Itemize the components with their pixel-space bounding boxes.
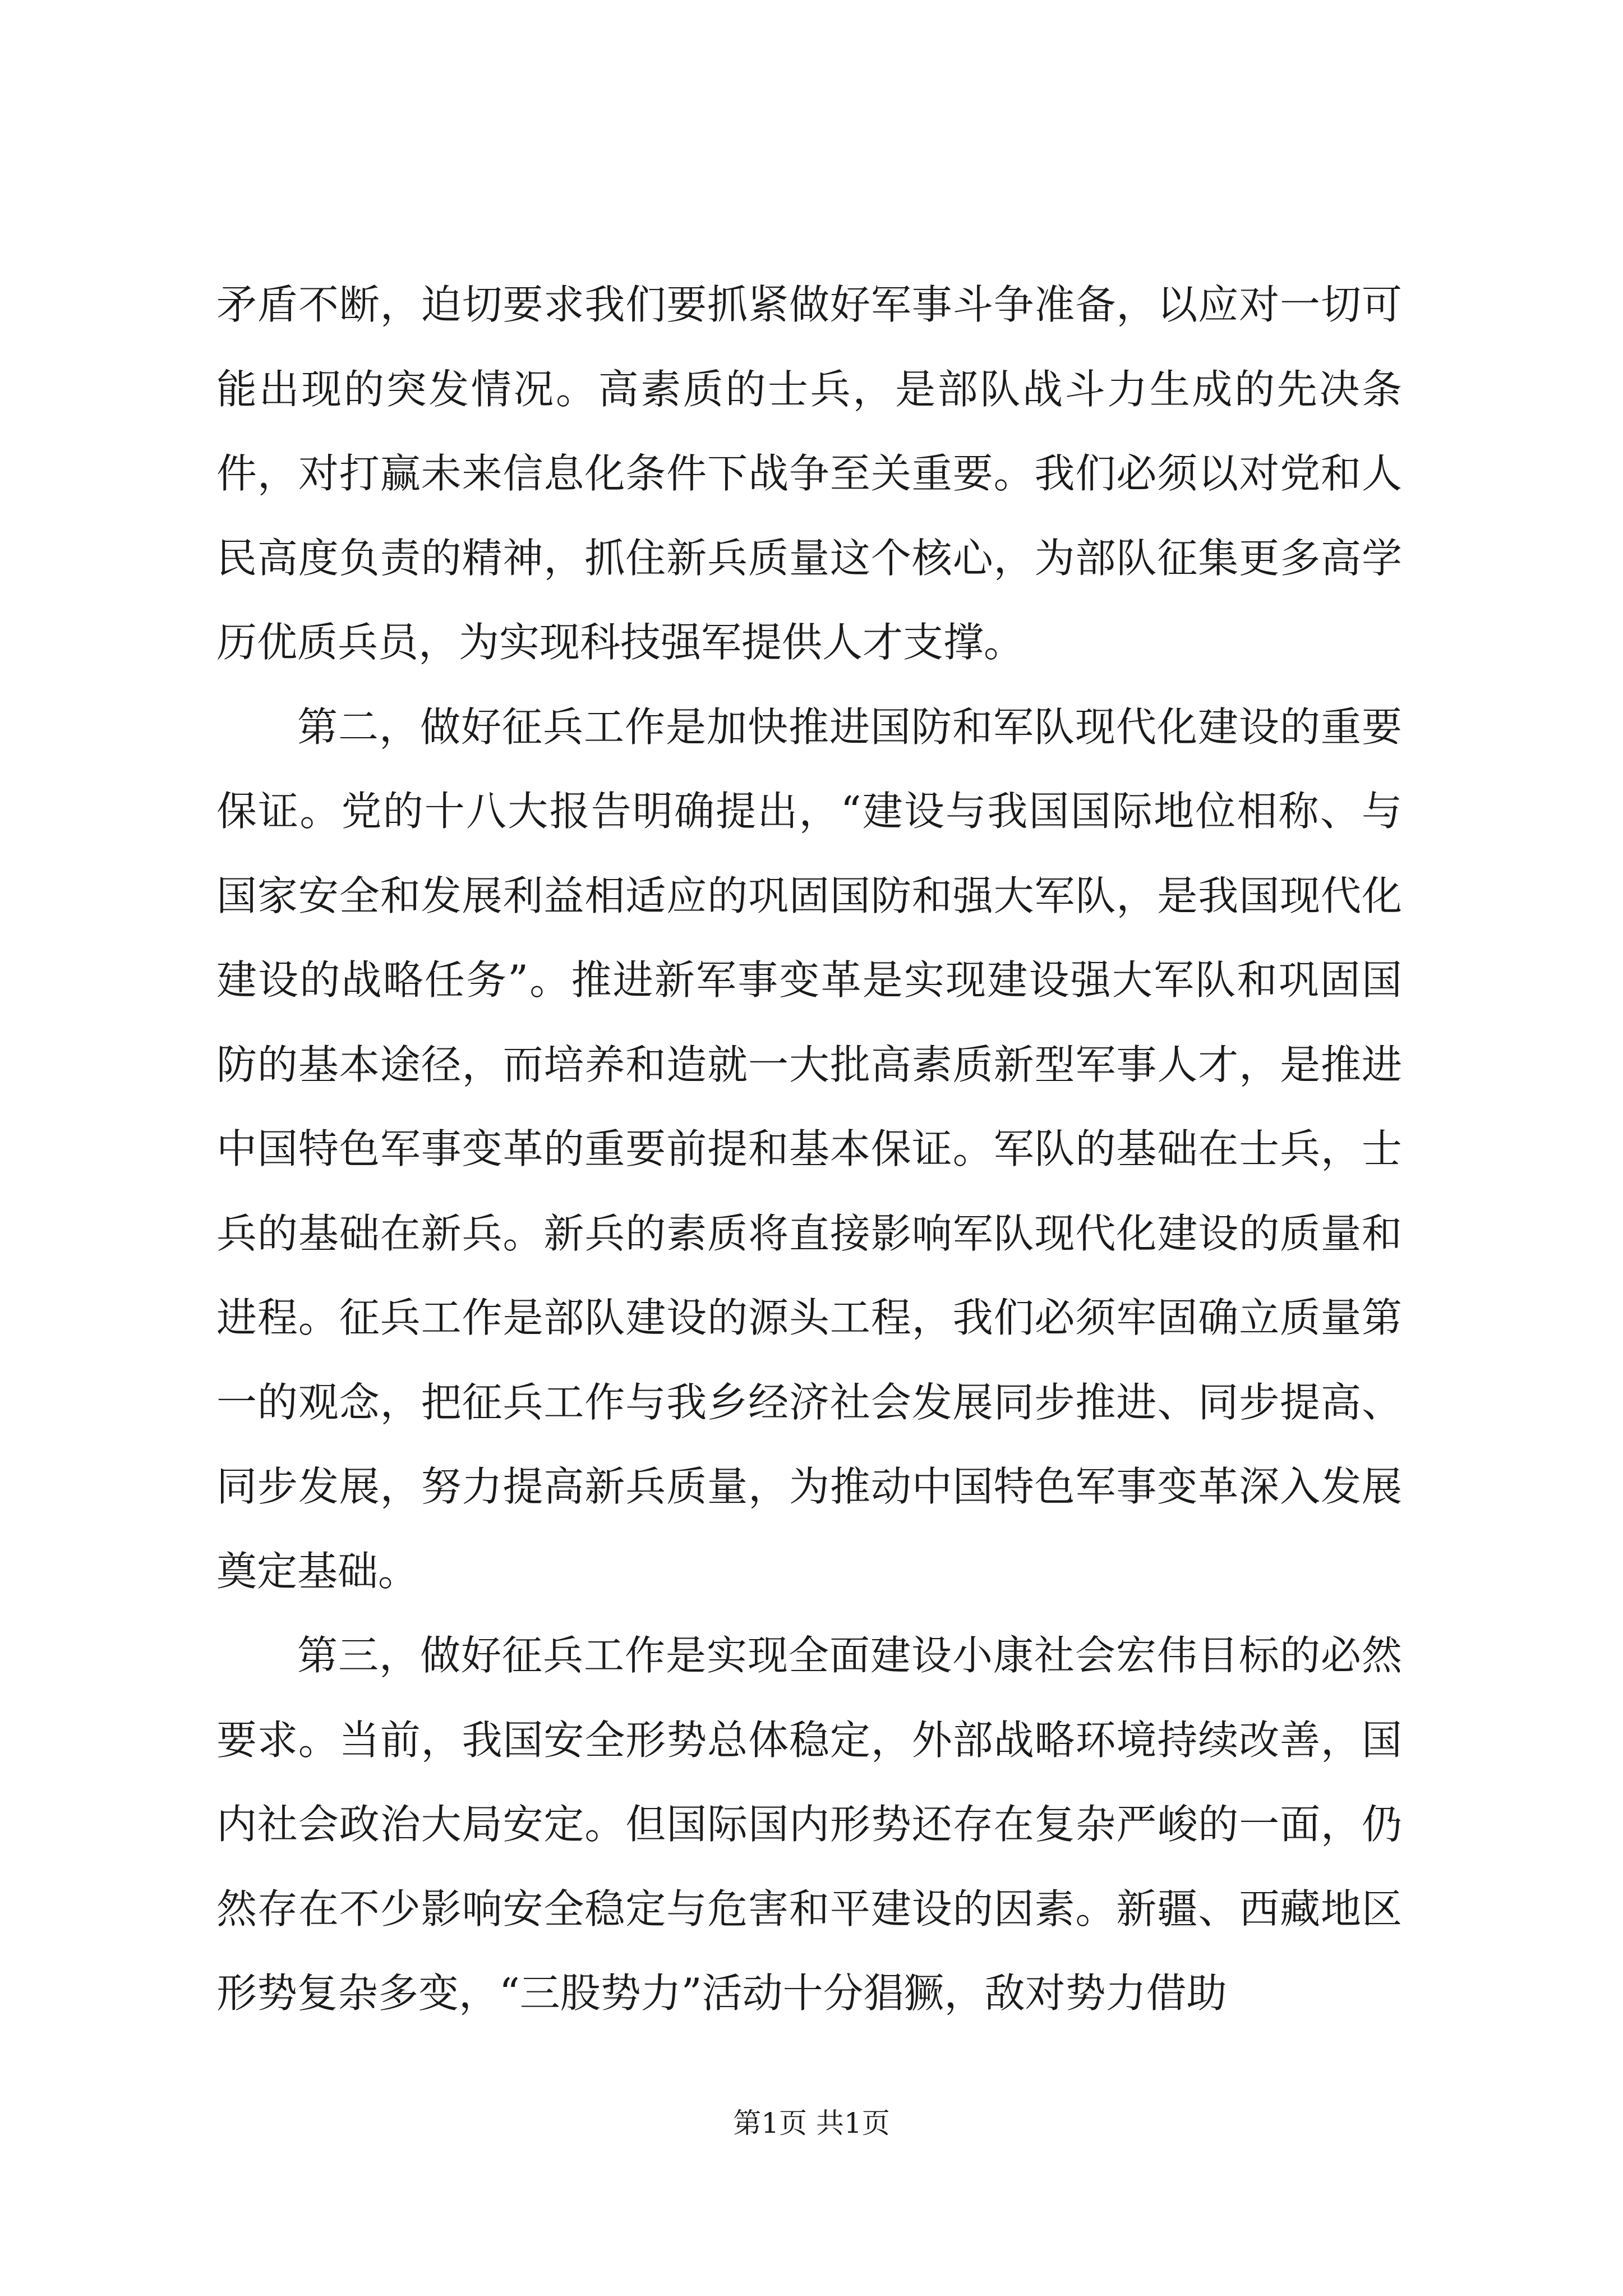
- document-body: [216, 263, 1402, 2036]
- page-footer: 第1页 共1页: [733, 2107, 890, 2139]
- paragraph-3: 第三，做好征兵工作是实现全面建设小康社会宏伟目标的必然要求。当前，我国安全形势总体稳定，外部战略环境持续改善，国内社会政治大局安定。但国际国内形势还存在复杂严峻的一面，仍然存在不少影响安全稳定与危害和平建设的因素。新疆、西藏地区形势复杂多变，“三股势力”活动十分猖獗，敌对势力借助: [216, 1632, 1402, 2017]
- paragraph-1: 矛盾不断，迫切要求我们要抓紧做好军事斗争准备，以应对一切可能出现的突发情况。高素质的士兵，是部队战斗力生成的先决条件，对打赢未来信息化条件下战争至关重要。我们必须以对党和人民高度负责的精神，抓住新兵质量这个核心，为部队征集更多高学历优质兵员，为实现科技强军提供人才支撑。: [216, 281, 1402, 666]
- paragraph-2: 第二，做好征兵工作是加快推进国防和军队现代化建设的重要保证。党的十八大报告明确提出，“建设与我国国际地位相称、与国家安全和发展利益相适应的巩固国防和强大军队，是我国现代化建设的战略任务”。推进新军事变革是实现建设强大军队和巩固国防的基本途径，而培养和造就一大批高素质新型军事人才，是推进中国特色军事变革的重要前提和基本保证。军队的基础在士兵，士兵的基础在新兵。新兵的素质将直接影响军队现代化建设的质量和进程。征兵工作是部队建设的源头工程，我们必须牢固确立质量第一的观念，把征兵工作与我乡经济社会发展同步推进、同步提高、同步发展，努力提高新兵质量，为推动中国特色军事变革深入发展奠定基础。: [216, 703, 1402, 1595]
